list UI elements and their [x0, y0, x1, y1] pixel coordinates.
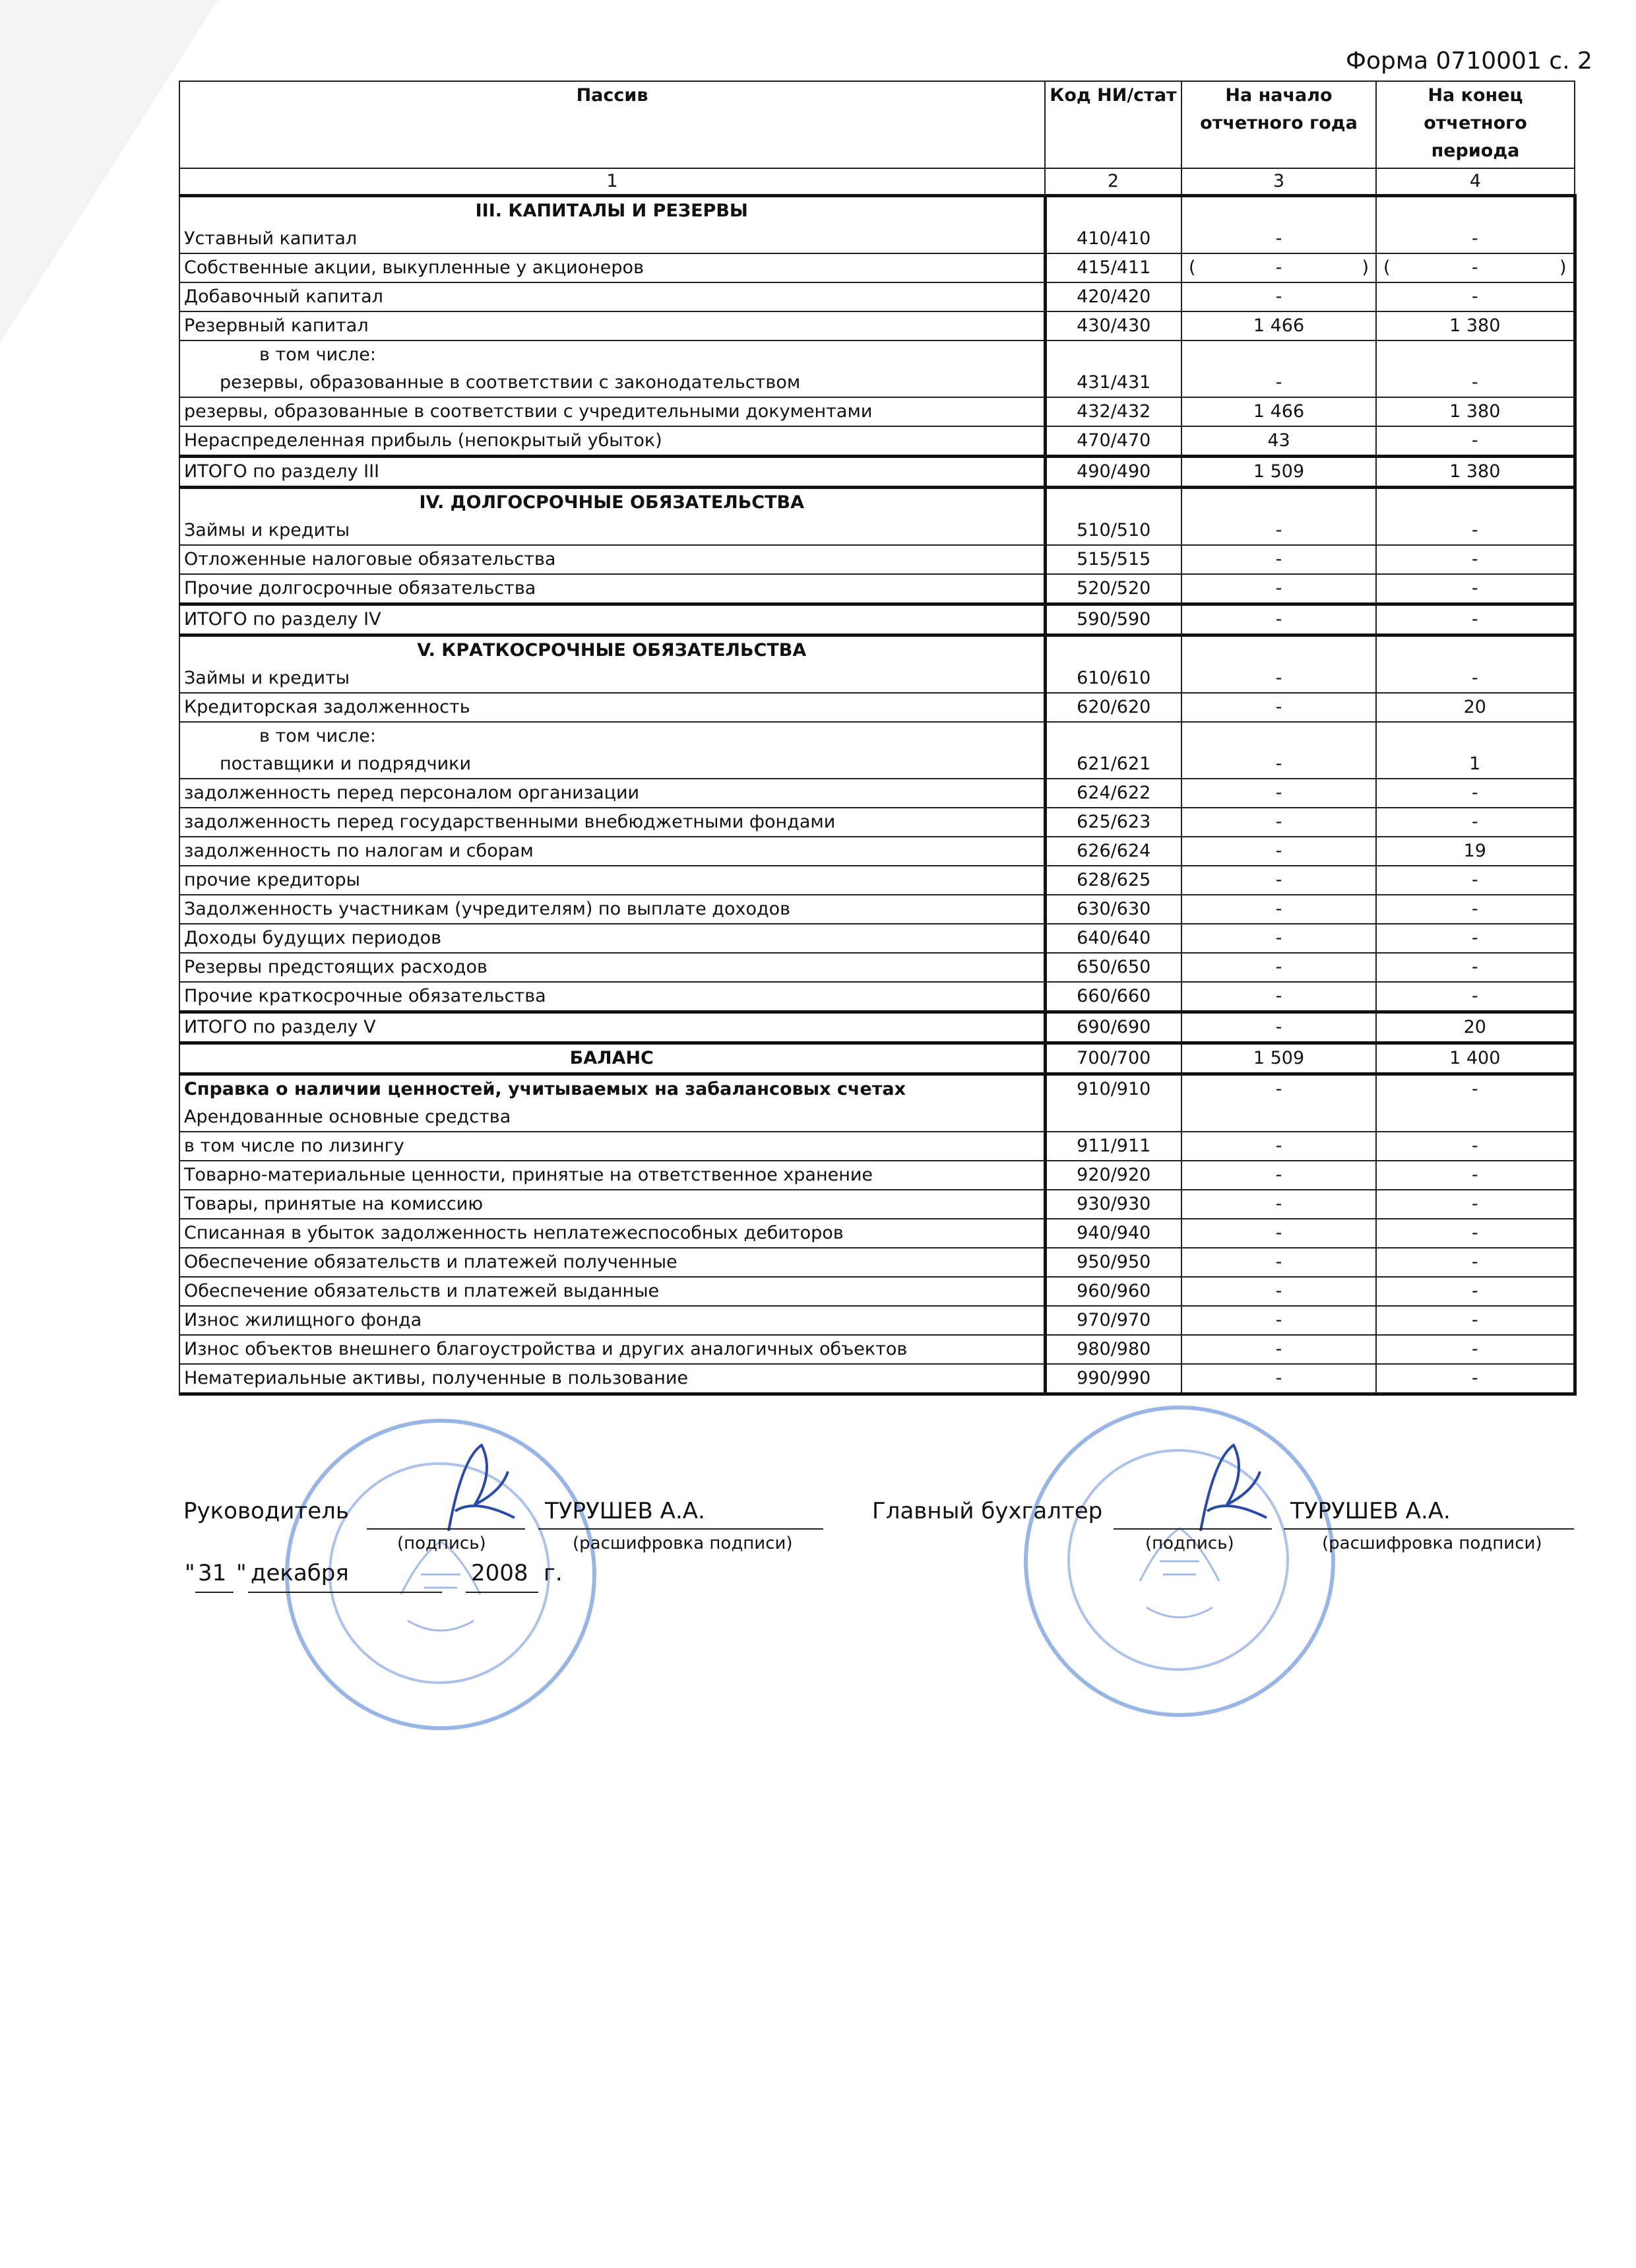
table-row — [179, 722, 1575, 779]
header-period-start: На начало отчетного года — [1181, 81, 1376, 168]
row-label: Займы и кредиты — [184, 520, 350, 540]
row-value-start: - — [1181, 1219, 1376, 1248]
accountant-decode-caption: (расшифровка подписи) — [1322, 1534, 1542, 1553]
table-row — [179, 253, 1575, 282]
row-value-end: - — [1376, 1248, 1575, 1277]
table-row — [179, 1306, 1575, 1335]
row-name: Отложенные налоговые обязательства — [179, 545, 1045, 574]
row-value-end: - — [1376, 545, 1575, 574]
accountant-signature-caption: (подпись) — [1145, 1534, 1234, 1553]
row-name: ИТОГО по разделу III — [179, 457, 1045, 488]
row-value-end: - — [1376, 282, 1575, 311]
table-row — [179, 397, 1575, 426]
row-value-end: 19 — [1376, 837, 1575, 866]
row-value-end: 1 380 — [1376, 457, 1575, 488]
row-value-start: - — [1181, 895, 1376, 924]
row-value-end: - — [1376, 1132, 1575, 1161]
table-row-total — [179, 457, 1575, 488]
row-code: 520/520 — [1045, 574, 1181, 604]
row-value-end: 1 380 — [1376, 397, 1575, 426]
row-code: 590/590 — [1045, 604, 1181, 635]
row-value-start: - — [1181, 924, 1376, 953]
row-value-end: - — [1376, 488, 1575, 546]
date-day: 31 — [198, 1560, 227, 1586]
accountant-signature-line — [1114, 1528, 1272, 1530]
row-value-end: 1 — [1376, 722, 1575, 779]
row-code: 431/431 — [1045, 340, 1181, 397]
row-label-incl: в том числе: — [259, 344, 377, 365]
row-value-start: - — [1181, 282, 1376, 311]
row-code: 620/620 — [1045, 693, 1181, 722]
table-row — [179, 1248, 1575, 1277]
row-value-start: - — [1181, 574, 1376, 604]
row-name: Износ объектов внешнего благоустройства и других аналогичных объектов — [179, 1335, 1045, 1364]
row-name: Резервный капитал — [179, 311, 1045, 340]
signature-head-icon — [409, 1432, 541, 1538]
row-value-end: - — [1376, 924, 1575, 953]
row-name: Нераспределенная прибыль (непокрытый убыток) — [179, 426, 1045, 457]
accountant-label: Главный бухгалтер — [872, 1498, 1103, 1524]
row-value-start: - — [1181, 1074, 1376, 1132]
row-value-end: - — [1376, 1277, 1575, 1306]
row-value-start: - — [1181, 982, 1376, 1012]
row-name: прочие кредиторы — [179, 866, 1045, 895]
row-name: Товарно-материальные ценности, принятые на ответственное хранение — [179, 1161, 1045, 1190]
row-value-start: - — [1181, 1277, 1376, 1306]
date-month-line — [248, 1592, 442, 1593]
row-code: 510/510 — [1045, 488, 1181, 546]
date-month: декабря — [251, 1560, 349, 1586]
row-value-end: - — [1376, 779, 1575, 808]
table-row — [179, 574, 1575, 604]
header-liabilities: Пассив — [179, 81, 1045, 168]
row-value-end: - — [1376, 426, 1575, 457]
row-value-end: - — [1376, 982, 1575, 1012]
table-row — [179, 1190, 1575, 1219]
table-row — [179, 808, 1575, 837]
row-value-start: - — [1181, 779, 1376, 808]
row-value-start: - — [1181, 1248, 1376, 1277]
row-code: 470/470 — [1045, 426, 1181, 457]
section-title: V. КРАТКОСРОЧНЫЕ ОБЯЗАТЕЛЬСТВА — [417, 640, 807, 661]
date-quote-open: " — [185, 1560, 195, 1586]
row-code: 624/622 — [1045, 779, 1181, 808]
row-code: 432/432 — [1045, 397, 1181, 426]
row-value-end: - — [1376, 866, 1575, 895]
row-name: Нематериальные активы, полученные в пользование — [179, 1364, 1045, 1394]
table-row — [179, 340, 1575, 397]
head-name-line — [538, 1528, 823, 1530]
table-row — [179, 866, 1575, 895]
row-code: 660/660 — [1045, 982, 1181, 1012]
row-code: 628/625 — [1045, 866, 1181, 895]
table-row — [179, 488, 1575, 546]
table-row-total — [179, 1012, 1575, 1043]
row-value-end: ( - ) — [1376, 253, 1575, 282]
row-code: 621/621 — [1045, 722, 1181, 779]
header-num-1: 1 — [179, 168, 1045, 196]
table-row — [179, 693, 1575, 722]
date-year-line — [466, 1592, 538, 1593]
row-code: 930/930 — [1045, 1190, 1181, 1219]
row-name: Обеспечение обязательств и платежей полученные — [179, 1248, 1045, 1277]
row-label: Арендованные основные средства — [184, 1107, 511, 1127]
row-code: 415/411 — [1045, 253, 1181, 282]
accountant-name-line — [1284, 1528, 1574, 1530]
table-row — [179, 953, 1575, 982]
row-name — [179, 340, 1045, 397]
table-row-total — [179, 604, 1575, 635]
row-value-start: - — [1181, 808, 1376, 837]
row-value-start: - — [1181, 1161, 1376, 1190]
row-value-start: 1 509 — [1181, 457, 1376, 488]
header-period-end: На конец отчетного периода — [1376, 81, 1575, 168]
row-value-start: - — [1181, 953, 1376, 982]
row-code: 700/700 — [1045, 1043, 1181, 1074]
row-name: Задолженность участникам (учредителям) по выплате доходов — [179, 895, 1045, 924]
section-title: III. КАПИТАЛЫ И РЕЗЕРВЫ — [475, 201, 748, 221]
row-value-end: - — [1376, 808, 1575, 837]
row-code: 940/940 — [1045, 1219, 1181, 1248]
row-name: Добавочный капитал — [179, 282, 1045, 311]
row-name: Товары, принятые на комиссию — [179, 1190, 1045, 1219]
table-row — [179, 635, 1575, 694]
row-value-end: - — [1376, 340, 1575, 397]
row-code: 430/430 — [1045, 311, 1181, 340]
row-code: 626/624 — [1045, 837, 1181, 866]
row-value-end: - — [1376, 635, 1575, 694]
row-name — [179, 488, 1045, 546]
row-value-end: 1 380 — [1376, 311, 1575, 340]
section-title: Справка о наличии ценностей, учитываемых на забалансовых счетах — [184, 1079, 906, 1099]
table-row — [179, 924, 1575, 953]
row-name: Кредиторская задолженность — [179, 693, 1045, 722]
row-value-start: - — [1181, 604, 1376, 635]
row-code: 610/610 — [1045, 635, 1181, 694]
table-row — [179, 282, 1575, 311]
table-row — [179, 311, 1575, 340]
row-value-start: - — [1181, 1335, 1376, 1364]
row-name: задолженность перед государственными внебюджетными фондами — [179, 808, 1045, 837]
row-code: 630/630 — [1045, 895, 1181, 924]
head-signature-line — [367, 1528, 525, 1530]
signature-accountant-icon — [1161, 1432, 1293, 1538]
row-value-start: - — [1181, 866, 1376, 895]
row-code: 950/950 — [1045, 1248, 1181, 1277]
head-decode-caption: (расшифровка подписи) — [573, 1534, 793, 1553]
row-value-start: - — [1181, 1190, 1376, 1219]
table-row — [179, 426, 1575, 457]
row-name: Обеспечение обязательств и платежей выданные — [179, 1277, 1045, 1306]
row-value-end: - — [1376, 1335, 1575, 1364]
row-value-start: - — [1181, 1132, 1376, 1161]
header-code: Код НИ/стат — [1045, 81, 1181, 168]
row-label: поставщики и подрядчики — [220, 754, 471, 774]
row-value-end: - — [1376, 1219, 1575, 1248]
row-name: задолженность по налогам и сборам — [179, 837, 1045, 866]
table-row — [179, 1335, 1575, 1364]
table-row — [179, 545, 1575, 574]
row-name — [179, 635, 1045, 694]
row-code: 990/990 — [1045, 1364, 1181, 1394]
row-value-start: - — [1181, 340, 1376, 397]
row-name: Списанная в убыток задолженность неплатежеспособных дебиторов — [179, 1219, 1045, 1248]
row-value-start: ( - ) — [1181, 253, 1376, 282]
row-code: 980/980 — [1045, 1335, 1181, 1364]
row-value-end: - — [1376, 1161, 1575, 1190]
row-value-end: - — [1376, 574, 1575, 604]
row-code: 625/623 — [1045, 808, 1181, 837]
head-label: Руководитель — [183, 1498, 349, 1524]
row-label: Займы и кредиты — [184, 668, 350, 688]
row-code: 970/970 — [1045, 1306, 1181, 1335]
row-name: задолженность перед персоналом организации — [179, 779, 1045, 808]
row-value-start: - — [1181, 196, 1376, 254]
row-name — [179, 196, 1045, 254]
row-value-end: 20 — [1376, 1012, 1575, 1043]
row-value-start: - — [1181, 837, 1376, 866]
row-value-end: - — [1376, 196, 1575, 254]
row-value-start: - — [1181, 488, 1376, 546]
table-row — [179, 982, 1575, 1012]
row-name — [179, 722, 1045, 779]
row-value-start: 1 509 — [1181, 1043, 1376, 1074]
date-suffix: г. — [544, 1560, 563, 1586]
table-row — [179, 1161, 1575, 1190]
row-value-end: 20 — [1376, 693, 1575, 722]
row-label: резервы, образованные в соответствии с законодательством — [220, 372, 801, 393]
row-value-start: - — [1181, 1012, 1376, 1043]
row-value-end: - — [1376, 1306, 1575, 1335]
row-name: Прочие долгосрочные обязательства — [179, 574, 1045, 604]
table-row — [179, 1132, 1575, 1161]
row-name: ИТОГО по разделу IV — [179, 604, 1045, 635]
date-day-line — [195, 1592, 234, 1593]
table-row — [179, 196, 1575, 254]
row-value-start: - — [1181, 545, 1376, 574]
row-value-end: - — [1376, 604, 1575, 635]
head-name: ТУРУШЕВ А.А. — [545, 1498, 705, 1524]
table-row — [179, 1277, 1575, 1306]
row-code: 911/911 — [1045, 1132, 1181, 1161]
date-year: 2008 — [471, 1560, 528, 1586]
table-row — [179, 1074, 1575, 1132]
row-code: 420/420 — [1045, 282, 1181, 311]
row-value-start: 1 466 — [1181, 397, 1376, 426]
table-row — [179, 779, 1575, 808]
row-name: ИТОГО по разделу V — [179, 1012, 1045, 1043]
table-row — [179, 837, 1575, 866]
row-value-end: - — [1376, 895, 1575, 924]
accountant-name: ТУРУШЕВ А.А. — [1290, 1498, 1451, 1524]
row-code: 640/640 — [1045, 924, 1181, 953]
row-code: 690/690 — [1045, 1012, 1181, 1043]
row-label: Уставный капитал — [184, 228, 358, 249]
table-row — [179, 895, 1575, 924]
row-value-end: - — [1376, 953, 1575, 982]
head-signature-caption: (подпись) — [397, 1534, 486, 1553]
row-name — [179, 1074, 1045, 1132]
row-value-end: - — [1376, 1074, 1575, 1132]
header-num-3: 3 — [1181, 168, 1376, 196]
row-code: 920/920 — [1045, 1161, 1181, 1190]
row-name: резервы, образованные в соответствии с учредительными документами — [179, 397, 1045, 426]
header-num-4: 4 — [1376, 168, 1575, 196]
row-value-end: - — [1376, 1364, 1575, 1394]
date-quote-close: " — [236, 1560, 247, 1586]
table-row — [179, 1364, 1575, 1394]
row-value-start: - — [1181, 1306, 1376, 1335]
row-value-start: 1 466 — [1181, 311, 1376, 340]
row-value-start: 43 — [1181, 426, 1376, 457]
row-value-start: - — [1181, 693, 1376, 722]
row-name: в том числе по лизингу — [179, 1132, 1045, 1161]
table-row-balance — [179, 1043, 1575, 1074]
row-value-end: 1 400 — [1376, 1043, 1575, 1074]
table-row — [179, 1219, 1575, 1248]
section-title: IV. ДОЛГОСРОЧНЫЕ ОБЯЗАТЕЛЬСТВА — [419, 492, 804, 513]
row-name: БАЛАНС — [179, 1043, 1045, 1074]
row-value-end: - — [1376, 1190, 1575, 1219]
row-value-start: - — [1181, 1364, 1376, 1394]
row-code: 410/410 — [1045, 196, 1181, 254]
row-name: Доходы будущих периодов — [179, 924, 1045, 953]
row-code: 490/490 — [1045, 457, 1181, 488]
row-code: 910/910 — [1045, 1074, 1181, 1132]
row-name: Резервы предстоящих расходов — [179, 953, 1045, 982]
form-number: Форма 0710001 с. 2 — [1346, 48, 1592, 75]
row-code: 650/650 — [1045, 953, 1181, 982]
row-label-incl: в том числе: — [259, 726, 377, 746]
row-name: Прочие краткосрочные обязательства — [179, 982, 1045, 1012]
balance-sheet-liabilities-table — [179, 81, 1577, 1396]
header-num-2: 2 — [1045, 168, 1181, 196]
row-value-start: - — [1181, 722, 1376, 779]
row-value-start: - — [1181, 635, 1376, 694]
row-name: Собственные акции, выкупленные у акционеров — [179, 253, 1045, 282]
row-code: 515/515 — [1045, 545, 1181, 574]
row-code: 960/960 — [1045, 1277, 1181, 1306]
row-name: Износ жилищного фонда — [179, 1306, 1045, 1335]
